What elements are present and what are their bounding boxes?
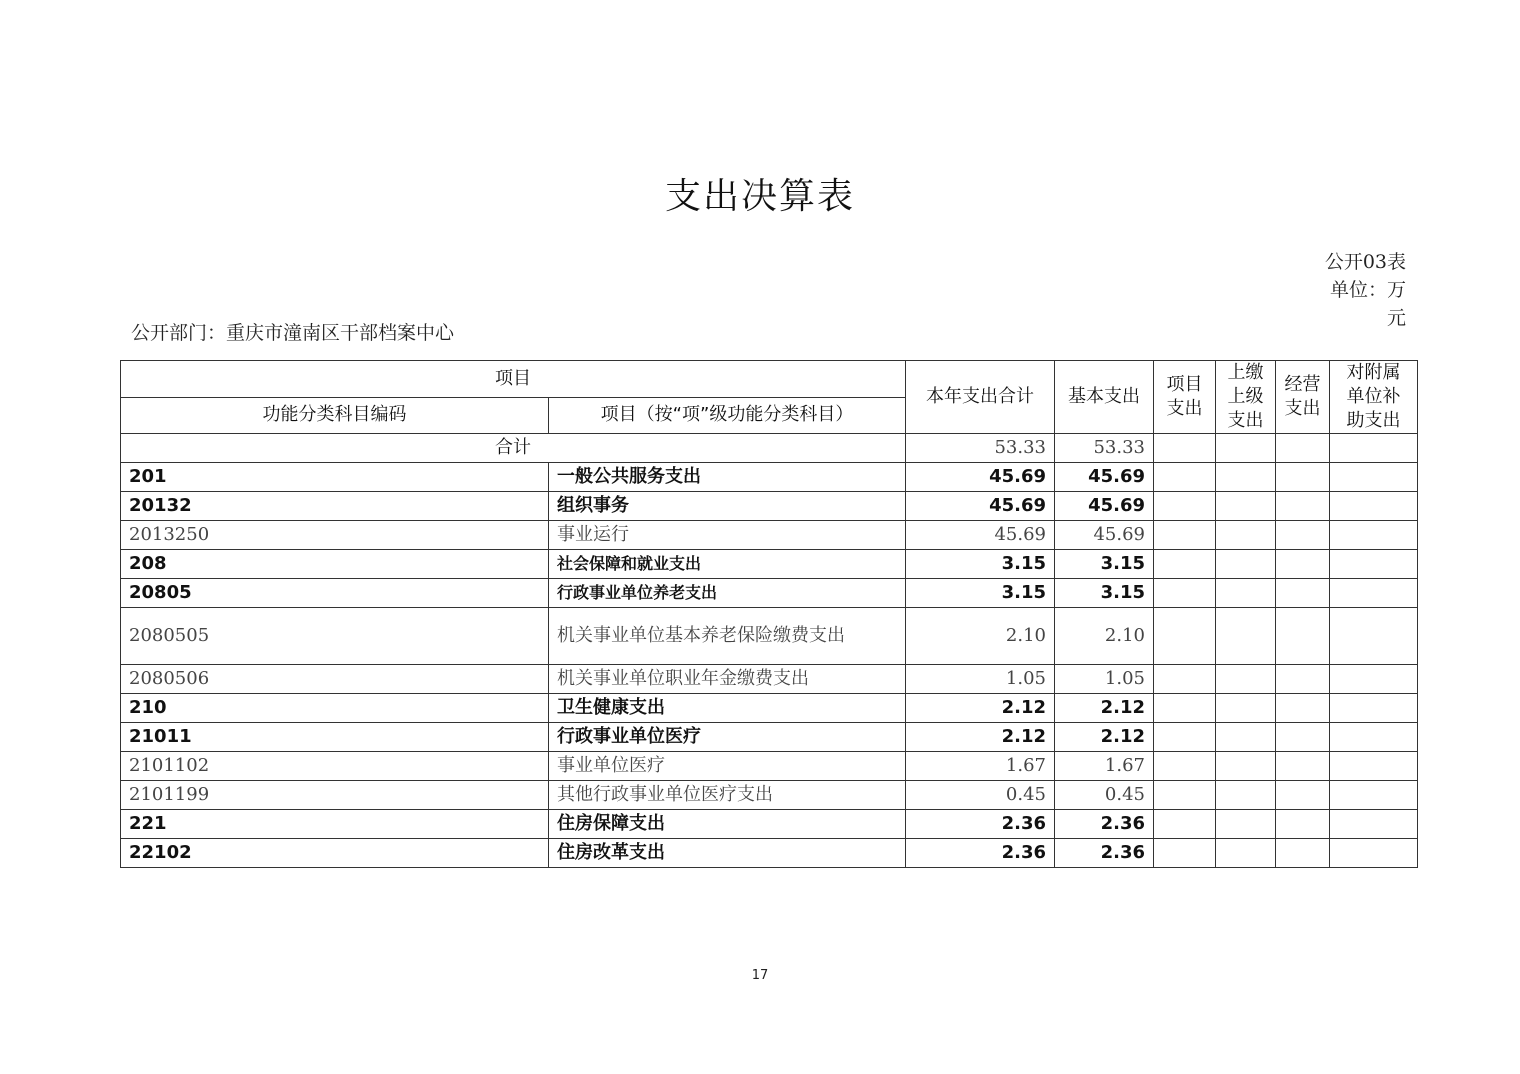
row-name: 住房保障支出	[549, 810, 906, 839]
row-total: 45.69	[906, 492, 1055, 521]
table-row	[121, 608, 1418, 665]
empty-cell	[1276, 781, 1330, 810]
row-total: 3.15	[906, 550, 1055, 579]
row-name: 事业运行	[549, 521, 906, 550]
empty-cell	[1330, 521, 1418, 550]
empty-cell	[1216, 810, 1276, 839]
row-basic: 45.69	[1055, 463, 1154, 492]
row-code: 21011	[121, 723, 549, 752]
empty-cell	[1154, 463, 1216, 492]
table-row	[121, 781, 1418, 810]
empty-cell	[1276, 463, 1330, 492]
empty-cell	[1216, 550, 1276, 579]
row-name: 行政事业单位养老支出	[549, 579, 906, 608]
page-title: 支出决算表	[664, 176, 855, 217]
row-code: 221	[121, 810, 549, 839]
row-basic: 1.67	[1055, 752, 1154, 781]
empty-cell	[1276, 839, 1330, 868]
header-upper: 上缴上级支出	[1216, 361, 1276, 434]
empty-cell	[1276, 810, 1330, 839]
row-code: 208	[121, 550, 549, 579]
row-total: 0.45	[906, 781, 1055, 810]
row-basic: 1.05	[1055, 665, 1154, 694]
row-name: 组织事务	[549, 492, 906, 521]
form-id: 公开03表	[1324, 251, 1406, 273]
empty-cell	[1216, 463, 1276, 492]
empty-cell	[1216, 781, 1276, 810]
row-total: 2.12	[906, 694, 1055, 723]
header-item-group: 项目	[121, 361, 906, 398]
empty-cell	[1276, 752, 1330, 781]
header-subsidiary: 对附属单位补助支出	[1330, 361, 1418, 434]
row-basic: 45.69	[1055, 521, 1154, 550]
empty-cell	[1330, 723, 1418, 752]
empty-cell	[1216, 752, 1276, 781]
empty-cell	[1330, 752, 1418, 781]
row-total: 2.12	[906, 723, 1055, 752]
empty-cell	[1154, 694, 1216, 723]
total-sum: 53.33	[906, 434, 1055, 463]
empty-cell	[1154, 492, 1216, 521]
row-name: 其他行政事业单位医疗支出	[549, 781, 906, 810]
row-name: 住房改革支出	[549, 839, 906, 868]
row-code: 20132	[121, 492, 549, 521]
row-total: 1.67	[906, 752, 1055, 781]
empty-cell	[1216, 608, 1276, 665]
table-row	[121, 694, 1418, 723]
total-basic: 53.33	[1055, 434, 1154, 463]
empty-cell	[1154, 550, 1216, 579]
header-business: 经营支出	[1276, 361, 1330, 434]
row-code: 210	[121, 694, 549, 723]
page-number: 17	[751, 968, 769, 983]
empty-cell	[1154, 579, 1216, 608]
table-row	[121, 492, 1418, 521]
header-name: 项目（按“项”级功能分类科目）	[549, 397, 906, 434]
table-row	[121, 521, 1418, 550]
table-row	[121, 723, 1418, 752]
table-row	[121, 839, 1418, 868]
row-name: 一般公共服务支出	[549, 463, 906, 492]
empty-cell	[1276, 521, 1330, 550]
table-row	[121, 665, 1418, 694]
table-row	[121, 463, 1418, 492]
empty-cell	[1276, 550, 1330, 579]
department-label: 公开部门：重庆市潼南区干部档案中心	[131, 322, 455, 344]
row-total: 1.05	[906, 665, 1055, 694]
row-basic: 2.36	[1055, 839, 1154, 868]
empty-cell	[1330, 781, 1418, 810]
row-name: 社会保障和就业支出	[549, 550, 906, 579]
empty-cell	[1154, 608, 1216, 665]
row-basic: 3.15	[1055, 579, 1154, 608]
empty-cell	[1154, 752, 1216, 781]
table-row	[121, 579, 1418, 608]
row-name: 机关事业单位职业年金缴费支出	[549, 665, 906, 694]
table-row	[121, 752, 1418, 781]
table-row	[121, 550, 1418, 579]
row-code: 2101102	[121, 752, 549, 781]
row-total: 45.69	[906, 463, 1055, 492]
empty-cell	[1154, 665, 1216, 694]
empty-cell	[1216, 521, 1276, 550]
row-total: 2.36	[906, 810, 1055, 839]
row-code: 2013250	[121, 521, 549, 550]
row-code: 22102	[121, 839, 549, 868]
row-basic: 2.12	[1055, 723, 1154, 752]
row-basic: 2.10	[1055, 608, 1154, 665]
row-code: 2080506	[121, 665, 549, 694]
row-code: 20805	[121, 579, 549, 608]
empty-cell	[1330, 579, 1418, 608]
row-total: 2.36	[906, 839, 1055, 868]
row-name: 机关事业单位基本养老保险缴费支出	[549, 608, 906, 665]
empty-cell	[1330, 463, 1418, 492]
row-basic: 45.69	[1055, 492, 1154, 521]
empty-cell	[1154, 810, 1216, 839]
table-row	[121, 810, 1418, 839]
row-code: 2101199	[121, 781, 549, 810]
empty-cell	[1330, 694, 1418, 723]
empty-cell	[1216, 723, 1276, 752]
header-code: 功能分类科目编码	[121, 397, 549, 434]
empty-cell	[1330, 492, 1418, 521]
total-row	[121, 434, 1418, 463]
row-name: 事业单位医疗	[549, 752, 906, 781]
empty-cell	[1330, 608, 1418, 665]
total-label: 合计	[121, 434, 906, 463]
empty-cell	[1154, 434, 1216, 463]
row-basic: 0.45	[1055, 781, 1154, 810]
row-total: 3.15	[906, 579, 1055, 608]
expenditure-table	[120, 360, 1418, 868]
row-code: 201	[121, 463, 549, 492]
empty-cell	[1154, 781, 1216, 810]
empty-cell	[1154, 723, 1216, 752]
row-code: 2080505	[121, 608, 549, 665]
unit-label: 单位：万元	[1329, 279, 1406, 329]
row-basic: 2.36	[1055, 810, 1154, 839]
empty-cell	[1330, 550, 1418, 579]
row-total: 2.10	[906, 608, 1055, 665]
form-id-and-unit	[1316, 248, 1406, 332]
empty-cell	[1276, 608, 1330, 665]
empty-cell	[1216, 839, 1276, 868]
empty-cell	[1276, 579, 1330, 608]
empty-cell	[1216, 434, 1276, 463]
empty-cell	[1330, 434, 1418, 463]
row-name: 行政事业单位医疗	[549, 723, 906, 752]
row-name: 卫生健康支出	[549, 694, 906, 723]
empty-cell	[1276, 492, 1330, 521]
row-basic: 2.12	[1055, 694, 1154, 723]
empty-cell	[1216, 579, 1276, 608]
empty-cell	[1330, 810, 1418, 839]
empty-cell	[1216, 694, 1276, 723]
header-basic: 基本支出	[1055, 361, 1154, 434]
empty-cell	[1276, 665, 1330, 694]
empty-cell	[1330, 839, 1418, 868]
empty-cell	[1276, 694, 1330, 723]
empty-cell	[1154, 839, 1216, 868]
header-project: 项目支出	[1154, 361, 1216, 434]
row-basic: 3.15	[1055, 550, 1154, 579]
empty-cell	[1276, 723, 1330, 752]
empty-cell	[1154, 521, 1216, 550]
empty-cell	[1216, 492, 1276, 521]
empty-cell	[1276, 434, 1330, 463]
empty-cell	[1216, 665, 1276, 694]
header-total: 本年支出合计	[906, 361, 1055, 434]
empty-cell	[1330, 665, 1418, 694]
row-total: 45.69	[906, 521, 1055, 550]
